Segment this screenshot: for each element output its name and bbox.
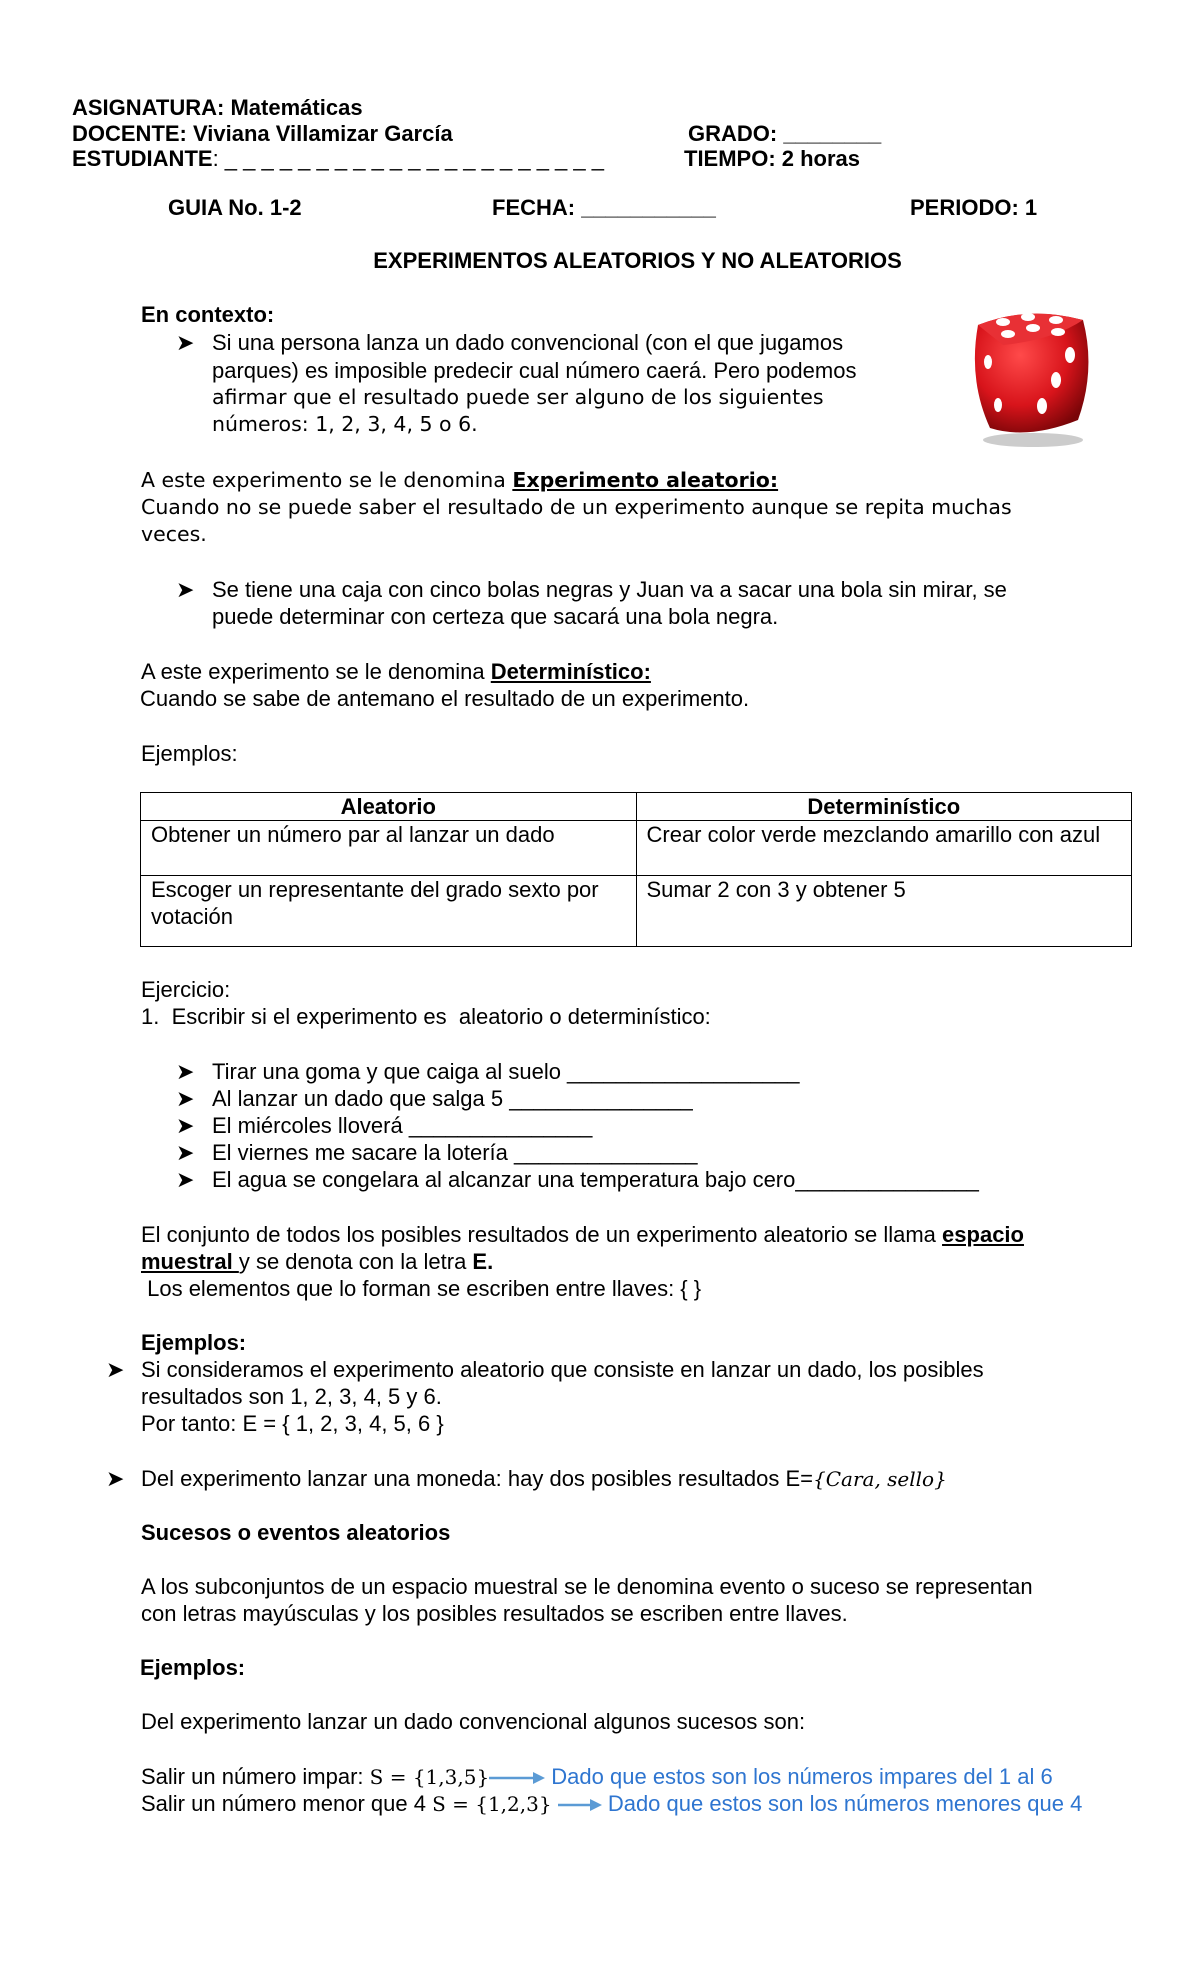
column-header: Determinístico: [636, 793, 1132, 821]
text-line: veces.: [141, 522, 207, 546]
suceso-example: [141, 1763, 1053, 1791]
table-cell: Sumar 2 con 3 y obtener 5: [636, 876, 1132, 947]
text: El conjunto de todos los posibles resultados de un experimento aleatorio se llama: [141, 1222, 943, 1247]
arrowhead-bullet-icon: ➤: [176, 577, 195, 602]
blank: : _ _ _ _ _ _ _ _ _ _ _ _ _ _ _ _ _ _ _ _ _: [212, 146, 604, 171]
math-set: S = {1,3,5}: [369, 1765, 490, 1789]
text: Salir un número menor que 4: [141, 1791, 433, 1816]
table-row: [141, 821, 1132, 876]
column-header: Aleatorio: [141, 793, 637, 821]
aleatorio-intro: [141, 467, 778, 494]
asignatura: [72, 94, 363, 121]
label: DOCENTE:: [72, 121, 187, 146]
text-line: afirmar que el resultado puede ser alguno de los siguientes: [212, 385, 824, 409]
exercise-item: Al lanzar un dado que salga 5 _______________: [212, 1086, 693, 1111]
periodo: PERIODO: 1: [910, 195, 1038, 220]
term-deterministico: Determinístico:: [490, 659, 651, 684]
table-row: [141, 876, 1132, 947]
text-line: [141, 1465, 947, 1493]
red-dice-image: [958, 300, 1098, 450]
arrowhead-bullet-icon: ➤: [106, 1466, 125, 1491]
exercise-item: El viernes me sacare la lotería _______________: [212, 1140, 698, 1165]
math-set: S = {1,2,3}: [432, 1792, 552, 1816]
table-cell: Obtener un número par al lanzar un dado: [141, 821, 637, 876]
examples-table: [140, 792, 1132, 947]
note: Dado que estos son los números impares del 1 al 6: [551, 1764, 1053, 1789]
text-line: Si una persona lanza un dado convencional (con el que jugamos: [212, 330, 844, 355]
arrowhead-bullet-icon: ➤: [176, 1167, 195, 1192]
value: Viviana Villamizar García: [193, 121, 453, 146]
text-line: resultados son 1, 2, 3, 4, 5 y 6.: [141, 1384, 442, 1409]
label: ESTUDIANTE: [72, 146, 213, 171]
letter: E.: [472, 1249, 494, 1274]
exercise-item: El agua se congelara al alcanzar una temperatura bajo cero_______________: [212, 1167, 979, 1192]
ejercicio-heading: Ejercicio:: [141, 977, 231, 1002]
text: y se denota con la letra: [238, 1249, 473, 1274]
term: espacio: [942, 1222, 1024, 1247]
suceso-example: [141, 1790, 1082, 1818]
text-line: Cuando no se puede saber el resultado de un experimento aunque se repita muchas: [141, 495, 1012, 519]
text: Del experimento lanzar una moneda: hay dos posibles resultados E=: [141, 1466, 814, 1491]
arrowhead-bullet-icon: ➤: [176, 1140, 195, 1165]
table-header-row: [141, 793, 1132, 821]
det-intro: [141, 658, 651, 685]
text-line: A los subconjuntos de un espacio muestral se le denomina evento o suceso se representan: [141, 1574, 1033, 1599]
arrowhead-bullet-icon: ➤: [176, 1059, 195, 1084]
text-line: Cuando se sabe de antemano el resultado de un experimento.: [140, 686, 750, 711]
exercise-item: Tirar una goma y que caiga al suelo ___________________: [212, 1059, 800, 1084]
grado: GRADO: ________: [688, 121, 882, 146]
arrowhead-bullet-icon: ➤: [176, 1086, 195, 1111]
text-line: puede determinar con certeza que sacará una bola negra.: [212, 604, 779, 629]
docente: [72, 120, 453, 147]
note: Dado que estos son los números menores que 4: [607, 1791, 1083, 1816]
arrowhead-bullet-icon: ➤: [176, 1113, 195, 1138]
arrowhead-bullet-icon: ➤: [176, 330, 195, 355]
estudiante: [72, 145, 604, 172]
table-cell: Escoger un representante del grado sexto por votación: [141, 876, 637, 947]
text-line: Por tanto: E = { 1, 2, 3, 4, 5, 6 }: [141, 1411, 444, 1436]
table-cell: Crear color verde mezclando amarillo con azul: [636, 821, 1132, 876]
arrowhead-bullet-icon: ➤: [106, 1357, 125, 1382]
text: A este experimento se le denomina: [141, 468, 513, 492]
term: muestral: [141, 1249, 239, 1274]
text: A este experimento se le denomina: [141, 659, 491, 684]
espacio-line2: [141, 1248, 493, 1275]
text-line: Si consideramos el experimento aleatorio que consiste en lanzar un dado, los posibles: [141, 1357, 984, 1382]
text-line: Se tiene una caja con cinco bolas negras y Juan va a sacar una bola sin mirar, se: [212, 577, 1007, 602]
label: ASIGNATURA:: [72, 95, 225, 120]
text-line: números: 1, 2, 3, 4, 5 o 6.: [212, 412, 478, 436]
espacio-line3: Los elementos que lo forman se escriben entre llaves: { }: [141, 1276, 702, 1301]
blue-right-arrow-icon: [558, 1798, 602, 1812]
ejemplos-heading: Ejemplos:: [141, 1330, 247, 1355]
text-line: Del experimento lanzar un dado convencional algunos sucesos son:: [141, 1709, 806, 1734]
text-line: parques) es imposible predecir cual número caerá. Pero podemos: [212, 358, 857, 383]
blue-right-arrow-icon: [489, 1771, 545, 1785]
tiempo: TIEMPO: 2 horas: [684, 146, 861, 171]
value: Matemáticas: [230, 95, 363, 120]
contexto-heading: En contexto:: [141, 302, 275, 327]
text-line: con letras mayúsculas y los posibles resultados se escriben entre llaves.: [141, 1601, 848, 1626]
guia: GUIA No. 1-2: [168, 195, 302, 220]
ejemplos-heading: Ejemplos:: [140, 1655, 246, 1680]
term-experimento-aleatorio: Experimento aleatorio:: [512, 468, 779, 492]
page-title: EXPERIMENTOS ALEATORIOS Y NO ALEATORIOS: [373, 248, 902, 273]
text: Salir un número impar:: [141, 1764, 370, 1789]
espacio-line1: [141, 1221, 1024, 1248]
sucesos-heading: Sucesos o eventos aleatorios: [141, 1520, 451, 1545]
math-set: {Cara, sello}: [813, 1467, 947, 1491]
ejercicio-instruction: 1. Escribir si el experimento es aleatorio o determinístico:: [141, 1004, 711, 1029]
ejemplos-label: Ejemplos:: [141, 741, 238, 766]
exercise-item: El miércoles lloverá _______________: [212, 1113, 593, 1138]
fecha: FECHA: ___________: [492, 195, 716, 220]
